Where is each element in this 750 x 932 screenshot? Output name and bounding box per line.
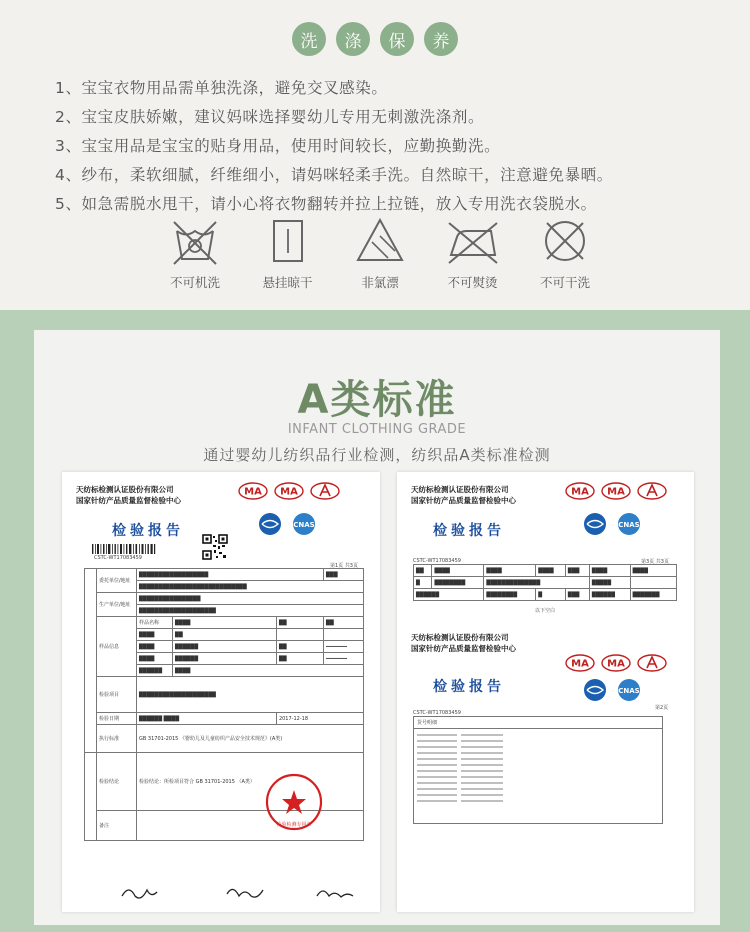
care-symbol-label: 不可机洗 (169, 275, 220, 290)
items-label: 检验项目 (97, 677, 137, 713)
item-detail-label: 货号明细 (414, 717, 662, 729)
heading-char: 洗 (292, 22, 326, 56)
maker-label: 生产单位/地址 (97, 593, 137, 617)
svg-text:MA: MA (571, 658, 589, 670)
svg-text:MA: MA (607, 486, 625, 498)
report-title: 检验报告 (112, 523, 184, 539)
care-symbol-no-bleach (340, 215, 420, 291)
client-label: 委托单位/地址 (97, 569, 137, 593)
basis-label: 执行标准 (97, 725, 137, 753)
grade-panel (34, 330, 720, 925)
cnas-icon (286, 512, 322, 536)
report-number: CSTC-WT17083459 (413, 710, 461, 716)
care-symbol-label: 不可干洗 (539, 275, 590, 290)
ilac-mra-icon (583, 678, 607, 702)
svg-text:MA: MA (280, 486, 298, 498)
svg-text:MA: MA (571, 486, 589, 498)
inspection-report-main (62, 472, 380, 912)
org-name: 天纺标检测认证股份有限公司 (411, 485, 509, 494)
report-title: 检验报告 (433, 679, 505, 695)
cma-mark-icon (601, 654, 631, 672)
cnas-logos (583, 512, 647, 536)
cnas-icon (611, 512, 647, 536)
grade-section (0, 310, 750, 932)
care-symbol-no-iron (433, 215, 513, 291)
cal-mark-icon (637, 482, 667, 500)
care-tip: 1、宝宝衣物用品需单独洗涤，避免交叉感染。 (55, 79, 388, 97)
ilac-mra-icon (258, 512, 282, 536)
accreditation-logos (565, 482, 667, 500)
remarks-label: 备注 (97, 811, 137, 841)
org-center-name: 国家针纺产品质量监督检验中心 (411, 496, 516, 505)
report-title: 检验报告 (433, 523, 505, 539)
org-center-name: 国家针纺产品质量监督检验中心 (411, 644, 516, 653)
svg-text:CNAS: CNAS (618, 521, 640, 529)
heading-char: 涤 (336, 22, 370, 56)
care-symbol-no-machine-wash (155, 215, 235, 291)
cma-mark-icon (238, 482, 268, 500)
no-dry-clean-icon (535, 215, 595, 267)
report-number: CSTC-WT17083459 (94, 555, 142, 561)
heading-char: 保 (380, 22, 414, 56)
cma-mark-icon (274, 482, 304, 500)
accreditation-logos (565, 654, 667, 672)
care-tip: 4、纱布，柔软细腻，纤维细小，请妈咪轻柔手洗。自然晾干，注意避免暴晒。 (55, 166, 613, 184)
care-tip: 3、宝宝用品是宝宝的贴身用品，使用时间较长，应勤换勤洗。 (55, 137, 501, 155)
cma-mark-icon (565, 482, 595, 500)
inspection-report-attachments (397, 472, 694, 912)
svg-text:MA: MA (607, 658, 625, 670)
cnas-icon (611, 678, 647, 702)
conclusion-label: 检验结论 (97, 753, 137, 811)
barcode-icon (92, 544, 156, 554)
report-number: CSTC-WT17083459 (413, 558, 461, 564)
hang-dry-icon (258, 215, 318, 267)
care-heading (0, 22, 750, 56)
cnas-logos (258, 512, 322, 536)
care-symbol-no-dry-clean (525, 215, 605, 291)
org-center-name: 国家针纺产品质量监督检验中心 (76, 496, 181, 505)
cal-mark-icon (637, 654, 667, 672)
care-tip: 2、宝宝皮肤娇嫩，建议妈咪选择婴幼儿专用无刺激洗涤剂。 (55, 108, 485, 126)
signatures-icon (117, 882, 367, 904)
care-tip: 5、如急需脱水甩干，请小心将衣物翻转并拉上拉链，放入专用洗衣袋脱水。 (55, 195, 597, 213)
heading-char: 养 (424, 22, 458, 56)
org-name: 天纺标检测认证股份有限公司 (76, 485, 174, 494)
care-symbol-label: 不可熨烫 (447, 275, 498, 290)
cma-mark-icon (601, 482, 631, 500)
cnas-logos (583, 678, 647, 702)
org-name: 天纺标检测认证股份有限公司 (411, 633, 509, 642)
page-indicator: 第3页 共3页 (641, 559, 669, 565)
date-label: 检验日期 (97, 713, 137, 725)
svg-text:检验检测专用章: 检验检测专用章 (276, 822, 312, 828)
item-detail-box (413, 716, 663, 824)
accreditation-logos (238, 482, 340, 500)
results-table-wrap (413, 564, 677, 614)
care-symbols (155, 215, 605, 291)
washing-care-section (0, 0, 750, 310)
svg-text:MA: MA (244, 486, 262, 498)
name-label: 样品名称 (137, 617, 173, 629)
no-machine-wash-icon (165, 215, 225, 267)
cma-logo (274, 482, 304, 500)
sample-label: 样品信息 (97, 617, 137, 677)
report-form-table: 委托单位/地址 ██████████████████ ███ ████████████████████████████ 生产单位/地址 ████████████████ ████████████████████ 样品信息 样品名称 ████ ██ ██ ████ ██ ████ ██████ ██ ━━━━━━━ ████ ██████ ██ ━━━━━━━ ██████ ████ 检验项目 ████████████████████ 检验日期 ██████ ████ 2017-12-18 执行标准 GB 31701-2015 《婴幼儿及儿童纺织产品安全技术规范》(A类) 检验结论 检验结论：所检项目符合 GB 31701-2015 （A类） 备注 (84, 568, 364, 841)
care-symbol-label: 悬挂晾干 (262, 275, 313, 290)
inspection-seal-icon (264, 772, 324, 832)
ilac-mra-icon (583, 512, 607, 536)
svg-text:CNAS: CNAS (293, 521, 315, 529)
no-bleach-icon (350, 215, 410, 267)
page-indicator: 第2页 (655, 705, 669, 711)
standard-text: GB 31701-2015 《婴幼儿及儿童纺织产品安全技术规范》(A类) (137, 725, 364, 753)
results-table: ██ ████ ████ ████ ███ ████ ████ █ ████████ ██████████████ █████ ██████ ████████ █ ███ ██████ ███████ (413, 564, 677, 601)
cma-mark-icon (565, 654, 595, 672)
test-date: 2017-12-18 (276, 713, 363, 725)
cal-mark-icon (310, 482, 340, 500)
item-detail-lines (417, 731, 567, 811)
grade-title: A类标准 (297, 377, 457, 423)
cal-logo (310, 482, 340, 500)
grade-subtitle: INFANT CLOTHING GRADE (287, 422, 467, 437)
care-symbol-label: 非氯漂 (361, 275, 399, 290)
blank-note: 以下空白 (534, 608, 555, 614)
care-symbol-hang-dry (248, 215, 328, 291)
care-tips-list (55, 74, 735, 219)
grade-description: 通过婴幼儿纺织品行业检测，纺织品A类标准检测 (203, 446, 551, 464)
no-iron-icon (443, 215, 503, 267)
qr-code-icon (202, 534, 228, 560)
svg-text:CNAS: CNAS (618, 687, 640, 695)
cma-logo (238, 482, 268, 500)
page-indicator: 第1页 共3页 (330, 563, 358, 569)
conclusion-text: 检验结论：所检项目符合 GB 31701-2015 （A类） (137, 753, 364, 811)
